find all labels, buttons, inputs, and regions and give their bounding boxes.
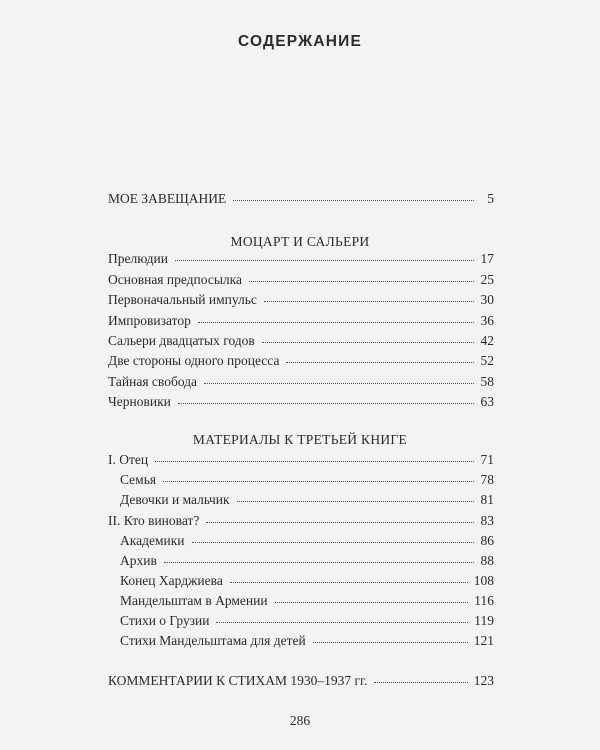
toc-entry-page: 36 [480,313,494,328]
toc-entry-label: Первоначальный импульс [108,292,257,307]
toc-entry-label: Архив [120,553,157,568]
toc-entry-page: 78 [480,472,494,487]
dot-leader [155,460,474,462]
dot-leader [237,500,474,502]
dot-leader [198,321,474,323]
toc-entry-label: Стихи о Грузии [120,613,210,628]
toc-entry[interactable] [108,394,494,410]
toc-entry-page: 52 [480,353,494,368]
toc-entry-label: Конец Харджиева [120,573,223,588]
toc-entry-page: 119 [474,613,494,628]
dot-leader [192,541,474,543]
toc-entry-page: 81 [480,492,494,507]
toc-entry[interactable] [108,313,494,329]
toc-entry-label: Сальери двадцатых годов [108,333,255,348]
toc-entry[interactable] [120,553,494,569]
toc-entry[interactable] [108,452,494,468]
toc-entry[interactable] [120,472,494,488]
toc-entry-label: Основная предпосылка [108,272,243,287]
toc-entry-page: 58 [480,374,494,389]
toc-entry-label: I. Отец [108,452,149,467]
toc-entry[interactable] [108,673,494,689]
dot-leader [230,581,468,583]
toc-entry-label: Тайная свобода [108,374,198,389]
toc-entry-label: МОЕ ЗАВЕЩАНИЕ [108,191,227,206]
toc-entry-label: Импровизатор [108,313,191,328]
toc-entry-label: Девочки и мальчик [120,492,230,507]
dot-leader [216,621,468,623]
toc-entry-page: 88 [480,553,494,568]
toc-entry-page: 121 [473,633,494,648]
dot-leader [206,521,474,523]
toc-entry-label: Академики [120,533,185,548]
toc-entry-label: Черновики [108,394,171,409]
toc-entry[interactable] [108,374,494,390]
toc-entry-page: 71 [480,452,494,467]
toc-entry[interactable] [120,613,494,629]
dot-leader [164,561,474,563]
dot-leader [233,199,474,201]
toc-entry[interactable] [108,191,494,207]
dot-leader [275,601,469,603]
toc-entry[interactable] [120,593,494,609]
toc-entry[interactable] [120,492,494,508]
toc-entry[interactable] [108,272,494,288]
dot-leader [178,402,474,404]
toc-entry-page: 86 [480,533,494,548]
toc-entry-page: 108 [473,573,494,588]
dot-leader [204,382,474,384]
dot-leader [262,341,474,343]
toc-entry-label: Семья [120,472,157,487]
dot-leader [175,259,474,261]
toc-entry-label: Мандельштам в Армении [120,593,268,608]
toc-entry-label: Стихи Мандельштама для детей [120,633,306,648]
toc-entry-page: 25 [480,272,494,287]
toc-entry[interactable] [120,573,494,589]
toc-entry[interactable] [108,292,494,308]
dot-leader [286,361,474,363]
toc-entry[interactable] [108,513,494,529]
toc-entry[interactable] [108,251,494,267]
toc-entry-page: 116 [474,593,494,608]
toc-entry-page: 63 [480,394,494,409]
toc-entry-label: Прелюдии [108,251,168,266]
toc-entry[interactable] [120,633,494,649]
toc-entry[interactable] [120,533,494,549]
dot-leader [374,681,467,683]
toc-entry[interactable] [108,333,494,349]
section-heading: МОЦАРТ И САЛЬЕРИ [230,234,370,249]
toc-entry[interactable] [108,353,494,369]
toc-entry-page: 83 [480,513,494,528]
toc-entry-label: II. Кто виноват? [108,513,200,528]
toc-entry-label: Две стороны одного процесса [108,353,280,368]
page-number: 286 [289,713,311,728]
dot-leader [313,641,468,643]
toc-entry-page: 17 [480,251,494,266]
dot-leader [163,480,474,482]
toc-entry-page: 123 [473,673,494,688]
section-heading: МАТЕРИАЛЫ К ТРЕТЬЕЙ КНИГЕ [192,432,408,447]
page-title: СОДЕРЖАНИЕ [237,33,363,50]
toc-entry-page: 5 [487,191,494,206]
dot-leader [249,280,474,282]
toc-entry-label: КОММЕНТАРИИ К СТИХАМ 1930–1937 гг. [108,673,368,688]
toc-entry-page: 30 [480,292,494,307]
dot-leader [264,300,474,302]
toc-entry-page: 42 [480,333,494,348]
